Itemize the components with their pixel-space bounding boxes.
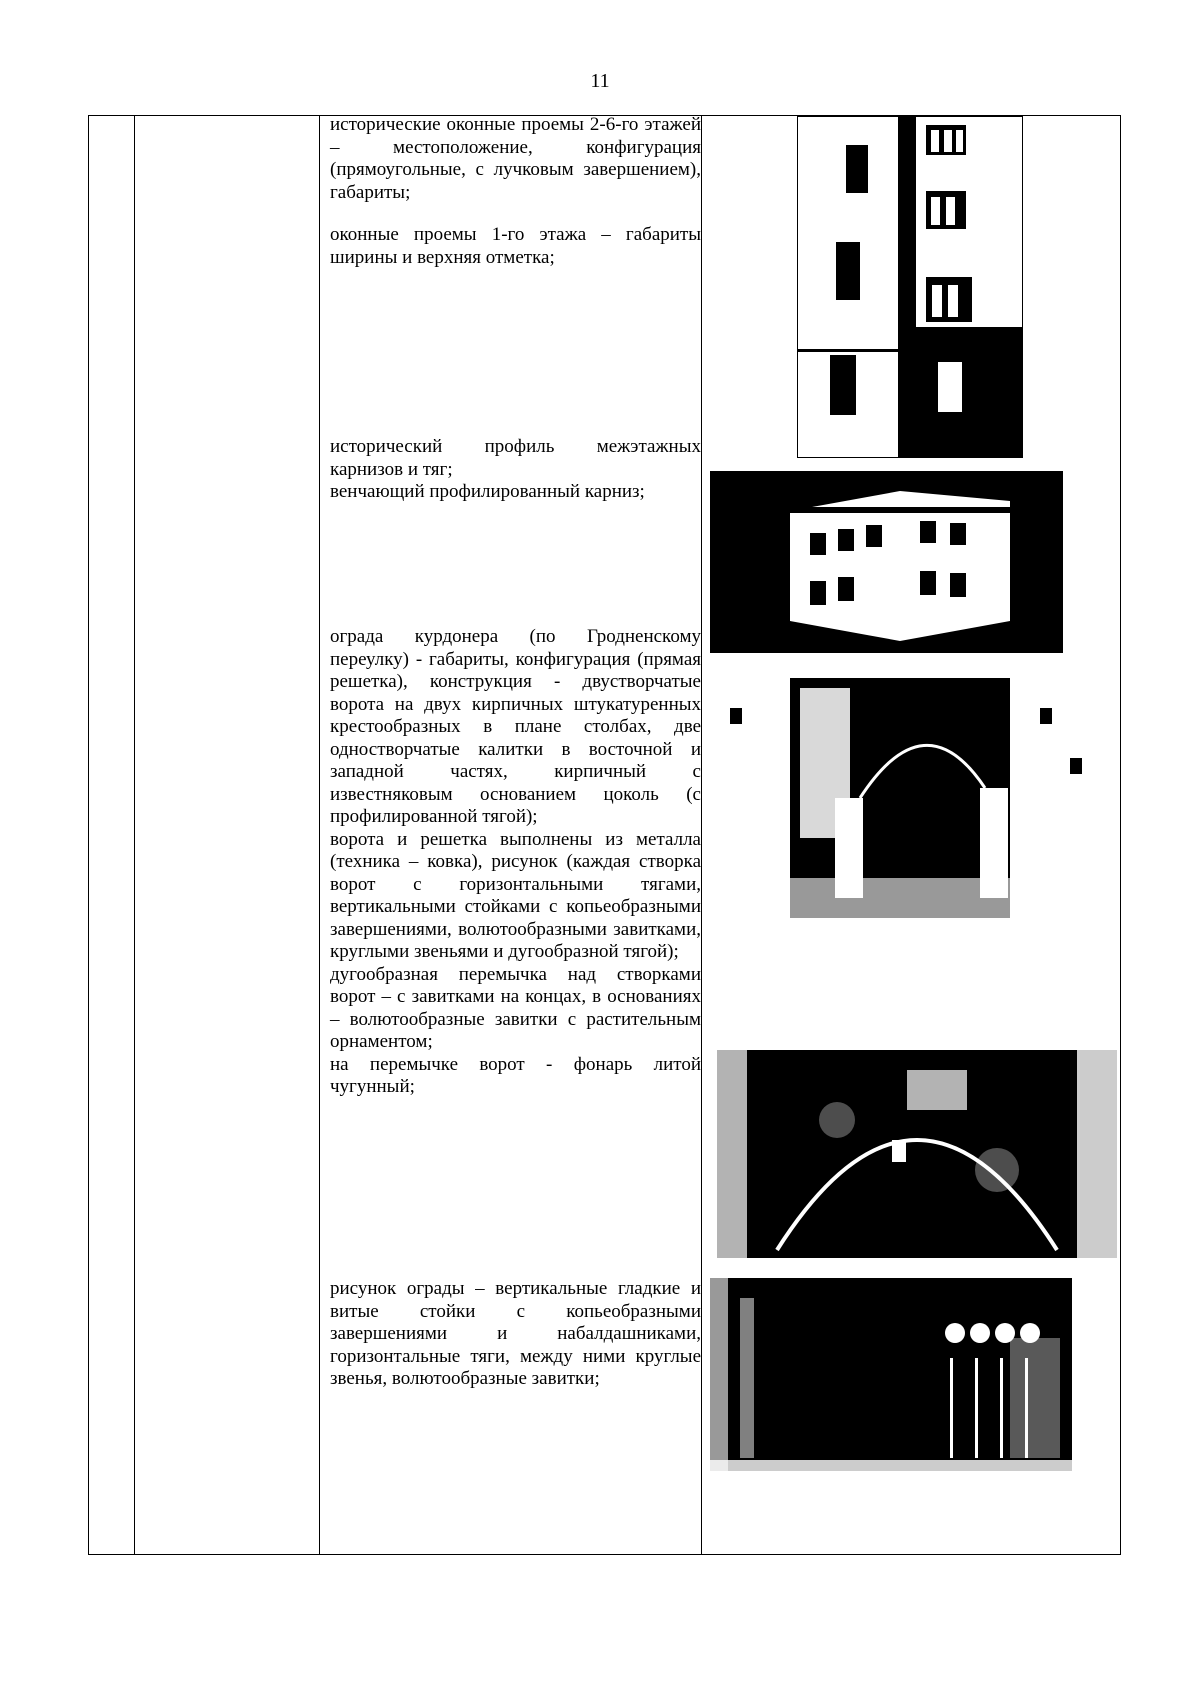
building-cornice-photo-icon [710, 471, 1063, 653]
column-divider-2 [319, 116, 320, 1554]
courtyard-gate-photo [710, 678, 1110, 918]
heritage-table [88, 115, 1121, 1555]
paragraph: рисунок ограды – вертикальные гладкие и витые стойки с копьеобразными завершениями и набалдашниками, горизонтальные тяги, между ними круглые звенья, волютообразные завитки; [330, 1278, 701, 1389]
paragraph: на перемычке ворот - фонарь литой чугунный; [330, 1053, 701, 1097]
gate-arch-lantern-photo [717, 1050, 1117, 1258]
paragraph: ограда курдонера (по Гродненскому переулку) - габариты, конфигурация (прямая решетка), конструкция - двустворчатые ворота на двух кирпичных штукатуренных крестообразных в плане столбах, две одностворчатые калитки в восточной и западной частях, кирпичный с известняковым основанием цоколь (с профилированной тягой); [330, 626, 701, 827]
building-cornice-photo [710, 471, 1063, 653]
building-facade-windows-photo-icon [798, 117, 1022, 457]
paragraph: исторические оконные проемы 2-6-го этажей – местоположение, конфигурация (прямоугольные, с лучковым завершением), габариты; [330, 114, 701, 203]
block-2-text [330, 436, 701, 504]
building-facade-windows-photo [797, 116, 1023, 458]
courtyard-gate-photo-icon [710, 678, 1110, 918]
block-1-text [330, 114, 701, 269]
fence-pattern-photo-icon [710, 1278, 1072, 1471]
gate-arch-lantern-photo-icon [717, 1050, 1117, 1258]
block-3-text [330, 626, 701, 1099]
page-number: 11 [590, 70, 610, 92]
paragraph: ворота и решетка выполнены из металла (техника – ковка), рисунок (каждая створка ворот с горизонтальными тягами, вертикальными стойками с копьеобразными завершениями, волютообразными завитками, круглыми звеньями и дугообразной тягой); [330, 828, 701, 962]
paragraph: венчающий профилированный карниз; [330, 481, 645, 502]
paragraph: оконные проемы 1-го этажа – габариты ширины и верхняя отметка; [330, 224, 701, 268]
fence-pattern-photo [710, 1278, 1072, 1471]
block-4-text [330, 1278, 701, 1391]
paragraph: исторический профиль межэтажных карнизов и тяг; [330, 436, 701, 480]
paragraph: дугообразная перемычка над створками ворот – с завитками на концах, в основаниях – волютообразные завитки с растительным орнаментом; [330, 963, 701, 1052]
column-divider-1 [134, 116, 135, 1554]
column-divider-3 [701, 116, 702, 1554]
